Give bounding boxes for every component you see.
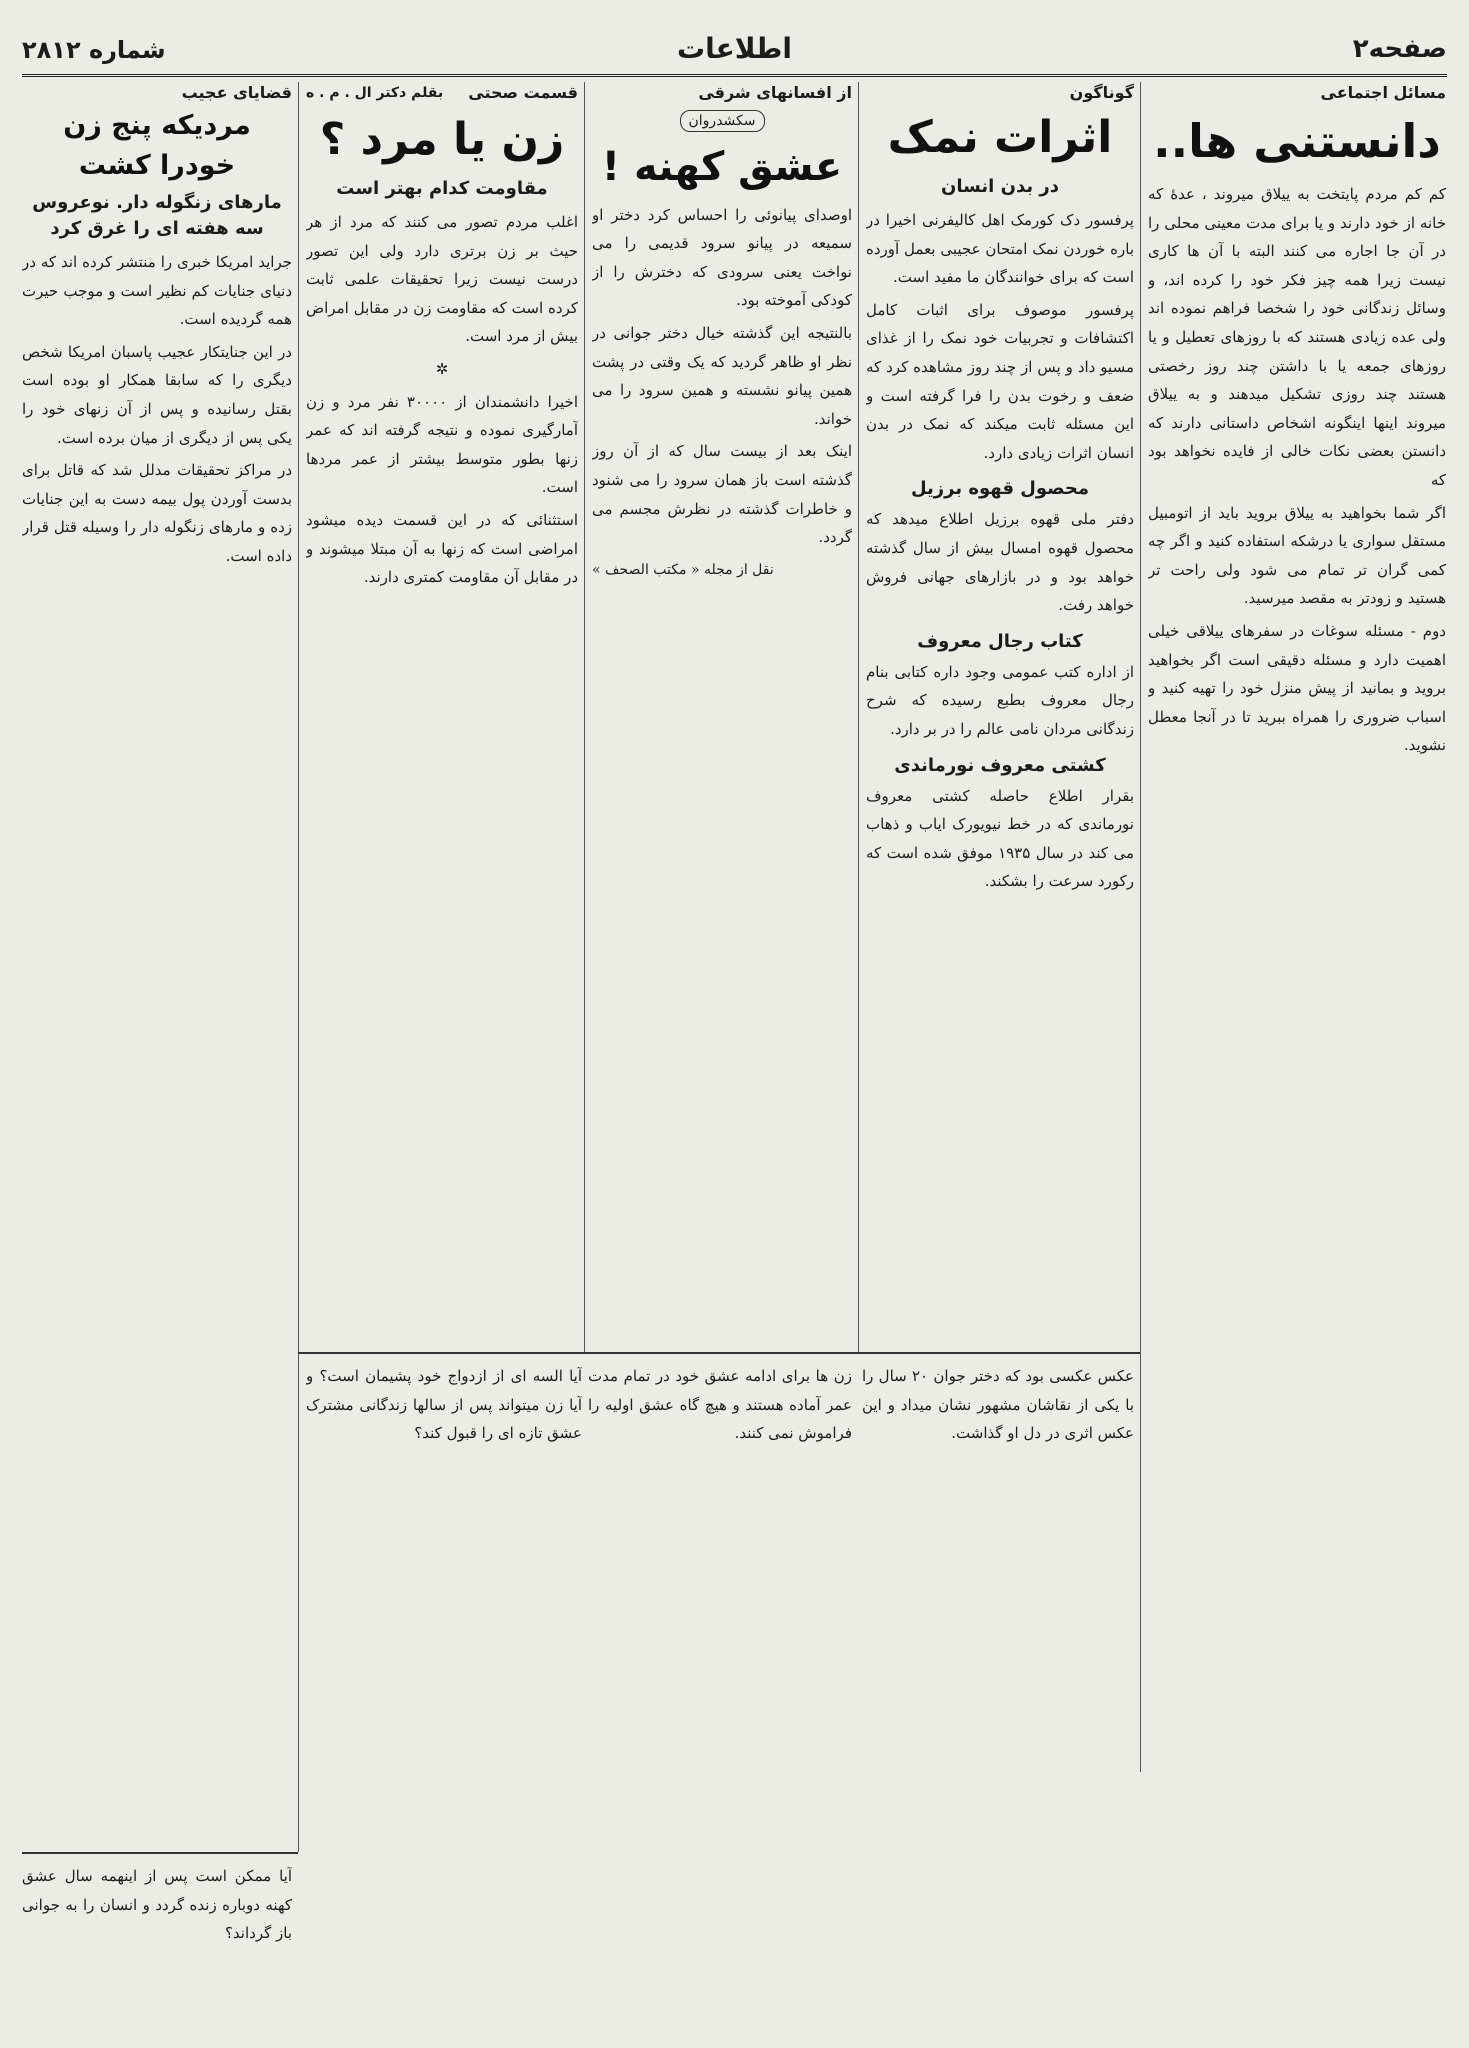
paragraph: عکس عکسی بود که دختر جوان ۲۰ سال را با یکی از نقاشان مشهور نشان میداد و این عکس اثری در دل او گذاشت. (862, 1367, 1134, 1443)
continuation-column (588, 1362, 852, 2032)
column-separator (298, 82, 299, 1852)
continuation-column (306, 1362, 582, 2032)
continuation-column (862, 1362, 1134, 2032)
author-byline: بقلم دکتر ال . م . ه (306, 85, 444, 101)
subheadline: در بدن انسان (940, 176, 1060, 197)
paragraph: اینک بعد از بیست سال که از آن روز گذشته است باز همان سرود را می شنود و خاطرات گذشته در نظرش مجسم می گردد. (592, 442, 852, 547)
section-heading: محصول قهوه برزیل (910, 478, 1089, 500)
paragraph: آیا السه ای از ازدواج خود پشیمان است؟ و آیا زن میتواند پس از سالها زندگانی مشترک عشق تازه ای را قبول کند؟ (306, 1367, 582, 1443)
section-tag: قسمت صحتی (468, 83, 578, 102)
section-heading: کتاب رجال معروف (917, 630, 1083, 652)
section-tag: مسائل اجتماعی (1320, 83, 1446, 102)
paragraph: اوصدای پیانوئی را احساس کرد دختر او سمیعه در پیانو سرود قدیمی را می نواخت یعنی سرودی که دخترش را از کودکی آموخته بود. (592, 205, 852, 310)
paragraph: دفتر ملی قهوه برزیل اطلاع میدهد که محصول قهوه امسال بیش از سال گذشته خواهد بود و در بازارهای جهانی فروش خواهد رفت. (866, 510, 1134, 615)
paragraph: آیا ممکن است پس از اینهمه سال عشق کهنه دوباره زنده گردد و انسان را به جوانی باز گرداند؟ (22, 1867, 292, 1943)
paragraph: در مراکز تحقیقات مدلل شد که قاتل برای بدست آوردن پول بیمه دست به این جنایات زده و مارهای زنگوله دار را وسیله قتل قرار داده است. (22, 461, 292, 565)
paragraph: زن ها برای ادامه عشق خود در تمام مدت عمر آماده هستند و هیچ گاه عشق اولیه را فراموش نمی کنند. (588, 1367, 852, 1443)
section-tags (306, 82, 578, 106)
section-tag: قضایای عجیب (181, 83, 292, 102)
paragraph: اخیرا دانشمندان از ۳۰۰۰۰ نفر مرد و زن آمارگیری نموده و نتیجه گرفته اند که عمر زنها بطور متوسط بیشتر از عمر مردها است. (306, 392, 578, 497)
issue-number: شماره ۲۸۱۲ (22, 36, 166, 64)
paragraph: از اداره کتب عمومی وجود داره کتابی بنام رجال معروف بطبع رسیده که شرح زندگانی مردان نامی عالم را در بر دارد. (866, 662, 1134, 738)
section-tag: از افسانهای شرقی (698, 83, 852, 102)
source-credit: نقل از مجله « مکتب الصحف » (592, 561, 774, 578)
paragraph: جراید امریکا خبری را منتشر کرده اند که در دنیای جنایات کم نظیر است و موجب حیرت همه گردیده است. (22, 253, 292, 329)
newspaper-name: اطلاعات (676, 32, 792, 65)
section-divider (22, 1852, 298, 1854)
paragraph: بالنتیجه این گذشته خیال دختر جوانی در نظر او ظاهر گردید که یک وقتی در پشت همین پیانو نشسته و همین سرود را می خواند. (592, 323, 852, 428)
paragraph: دوم - مسئله سوغات در سفرهای ییلاقی خیلی اهمیت دارد و مسئله دقیقی است اگر بخواهید بروید و بمانید از پیش منزل خود را تهیه کنید و اسباب ضروری را همراه ببرید تا در آنجا معطل نشوید. (1148, 621, 1446, 755)
paragraph: در این جنایتکار عجیب پاسبان امریکا شخص دیگری را که سابقا همکار او بوده است بقتل رسانیده و پس از آن زنهای خود را یکی پس از دیگری از میان برده است. (22, 342, 292, 447)
column-separator (584, 82, 585, 1352)
paragraph: بقرار اطلاع حاصله کشتی معروف نورماندی که در خط نیویورک ایاب و ذهاب می کند در سال ۱۹۳۵ موفق شده است که رکورد سرعت را بشکند. (866, 786, 1134, 891)
headline: اثرات نمک (887, 112, 1113, 163)
column-health (306, 82, 578, 1344)
column-separator (858, 82, 859, 1352)
column-separator (1140, 82, 1141, 1772)
headline: مردیکه پنج زن خودرا کشت (63, 110, 251, 181)
paragraph: استثنائی که در این قسمت دیده میشود امراضی است که زنها به آن مبتلا میشوند و در مقابل آن مقاومت کمتری دارند. (306, 510, 578, 587)
paragraph: پرفسور دک کورمک اهل کالیفرنی اخیرا در باره خوردن نمک امتحان عجیبی بعمل آورده است که برای خوانندگان ما مفید است. (866, 211, 1134, 287)
column-miscellaneous (866, 82, 1134, 1344)
paragraph: کم کم مردم پایتخت به ییلاق میروند ، عدهٔ که خانه از خود دارند و یا برای مدت معینی محلی را در آن جا اجاره می کنند البته با آن ها کاری نیست زیرا همه چیز فکر خود را کرده اند، و وسائل زندگانی خود را شخصا فراهم نموده اند ولی عده زیادی هستند که با روزهای تعطیل و یا روزهای جمعه یا با داشتن چند روز رخصتی هستند چند روزی تشکیل میدهند و به ییلاق میروند اینها اینگونه اشخاص داستانی دارند که دانستن بعضی نکات خالی از فایده نخواهد بود که (1148, 185, 1446, 489)
continuation-column (22, 1862, 292, 2032)
headline: زن یا مرد ؟ (319, 114, 565, 165)
stamp-wrapper (592, 106, 852, 135)
column-eastern-tales (592, 82, 852, 1344)
page-number: صفحه۲ (1352, 34, 1447, 64)
headline: دانستنی ها.. (1153, 114, 1441, 168)
section-tag: گوناگون (1069, 83, 1134, 102)
headline: عشق کهنه ! (601, 143, 843, 190)
author-stamp: سکشدروان (680, 110, 765, 132)
subheadline: مقاومت کدام بهتر است (336, 178, 548, 199)
paragraph: پرفسور موصوف برای اثبات کامل اکتشافات و تجربیات خود نمک را از غذای مسیو داد و پس از چند روز مشاهده کرد که ضعف و رخوت بدن را فرا گرفته است و این مسئله ثابت میکند که نمک در بدن انسان اثرات زیادی دارد. (866, 300, 1134, 462)
column-strange-cases (22, 82, 292, 1844)
masthead (22, 28, 1447, 77)
subheadline: مارهای زنگوله دار. نوعروس سه هفته ای را غرق کرد (32, 192, 282, 239)
paragraph: اگر شما بخواهید به ییلاق بروید باید از اتومبیل مستقل سواری یا درشکه استفاده کنید و اگر چه کمی گران تر تمام می شود ولی راحت تر هستید و زودتر به مقصد میرسید. (1148, 503, 1446, 608)
column-social-issues (1148, 82, 1446, 2022)
section-divider (298, 1352, 1140, 1354)
paragraph: اغلب مردم تصور می کنند که مرد از هر حیث بر زن برتری دارد ولی این تصور درست نیست زیرا تحقیقات علمی ثابت کرده است که مقاومت زن در مقابل امراض بیش از مرد است. (306, 213, 578, 346)
star-divider: ✲ (435, 359, 449, 378)
section-heading: کشتی معروف نورماندی (894, 754, 1106, 776)
